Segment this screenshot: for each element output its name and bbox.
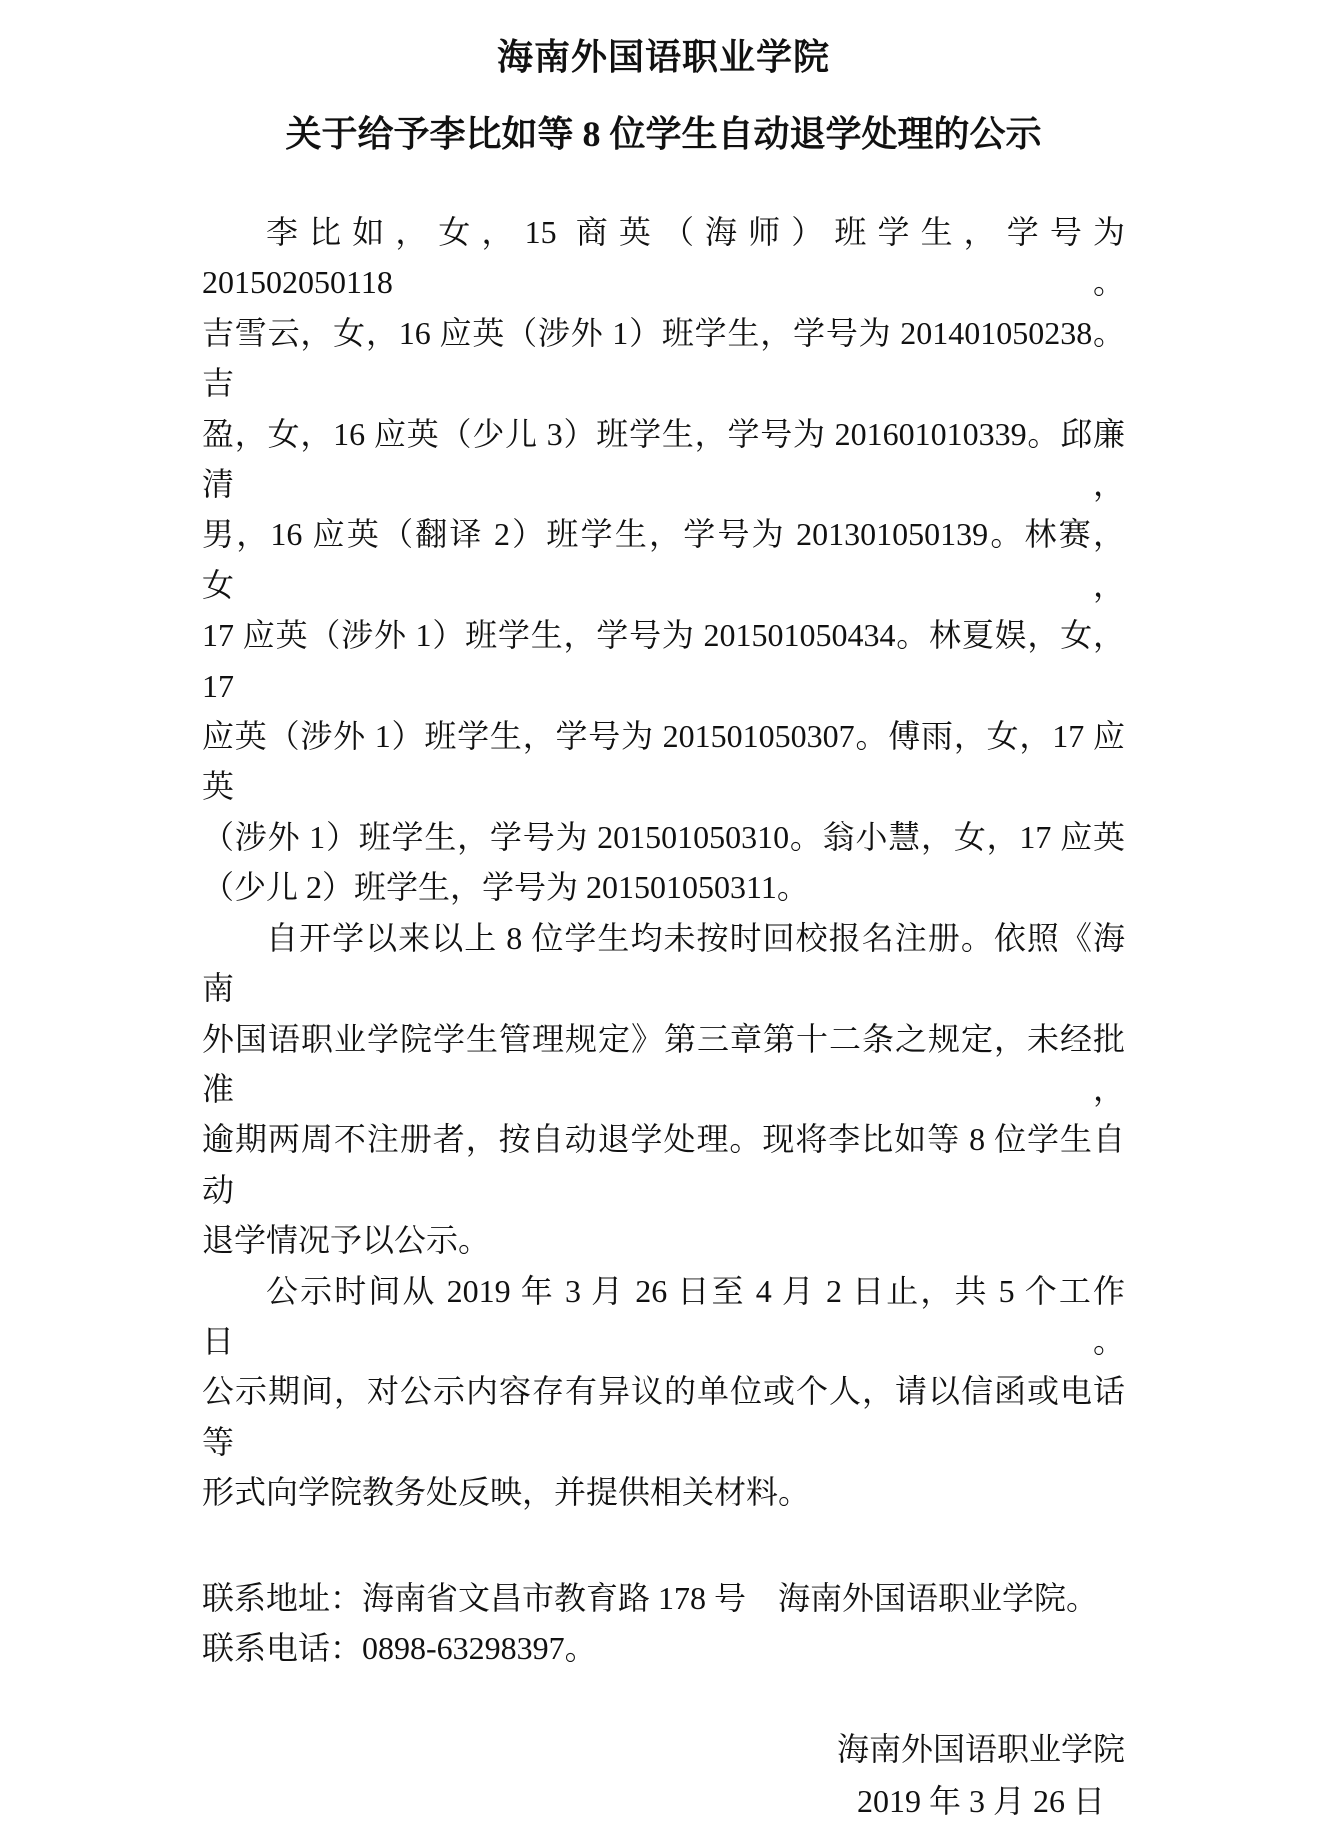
signature-date: 2019 年 3 月 26 日	[856, 1783, 1105, 1820]
body-line: 外国语职业学院学生管理规定》第三章第十二条之规定，未经批准，	[202, 1020, 1125, 1107]
document-body	[202, 207, 1125, 1518]
body-line: 男，16 应英（翻译 2）班学生，学号为 201301050139。林赛，女，	[202, 516, 1125, 603]
body-line: 形式向学院教务处反映，并提供相关材料。	[202, 1474, 811, 1511]
document-subtitle: 关于给予李比如等 8 位学生自动退学处理的公示	[285, 114, 1042, 154]
body-line: 吉雪云，女，16 应英（涉外 1）班学生，学号为 201401050238。吉	[202, 314, 1125, 402]
signature-block	[837, 1723, 1125, 1827]
body-line: 盈，女，16 应英（少儿 3）班学生，学号为 201601010339。邱廉清，	[202, 415, 1125, 503]
signature-org: 海南外国语职业学院	[836, 1731, 1125, 1768]
contact-address: 联系地址：海南省文昌市教育路 178 号 海南外国语职业学院。	[202, 1579, 1099, 1616]
body-line: 公示期间，对公示内容存有异议的单位或个人，请以信函或电话等	[202, 1373, 1125, 1460]
body-line: （涉外 1）班学生，学号为 201501050310。翁小慧，女，17 应英	[202, 818, 1125, 855]
body-line: 公示时间从 2019 年 3 月 26 日至 4 月 2 日止，共 5 个工作日。	[202, 1272, 1125, 1359]
body-line: 退学情况予以公示。	[202, 1222, 491, 1259]
body-line: 应英（涉外 1）班学生，学号为 201501050307。傅雨，女，17 应英	[202, 718, 1125, 805]
body-line: 李比如，女，15 商英（海师）班学生，学号为 201502050118。	[202, 214, 1125, 301]
contact-block	[202, 1573, 1125, 1674]
body-line: 17 应英（涉外 1）班学生，学号为 201501050434。林夏娱，女，17	[202, 617, 1125, 704]
body-line: （少儿 2）班学生，学号为 201501050311。	[202, 869, 809, 906]
contact-phone: 联系电话：0898-63298397。	[202, 1629, 597, 1666]
body-line: 自开学以来以上 8 位学生均未按时回校报名注册。依照《海南	[202, 919, 1125, 1007]
body-line: 逾期两周不注册者，按自动退学处理。现将李比如等 8 位学生自动	[202, 1121, 1125, 1208]
document-title: 海南外国语职业学院	[496, 37, 830, 77]
